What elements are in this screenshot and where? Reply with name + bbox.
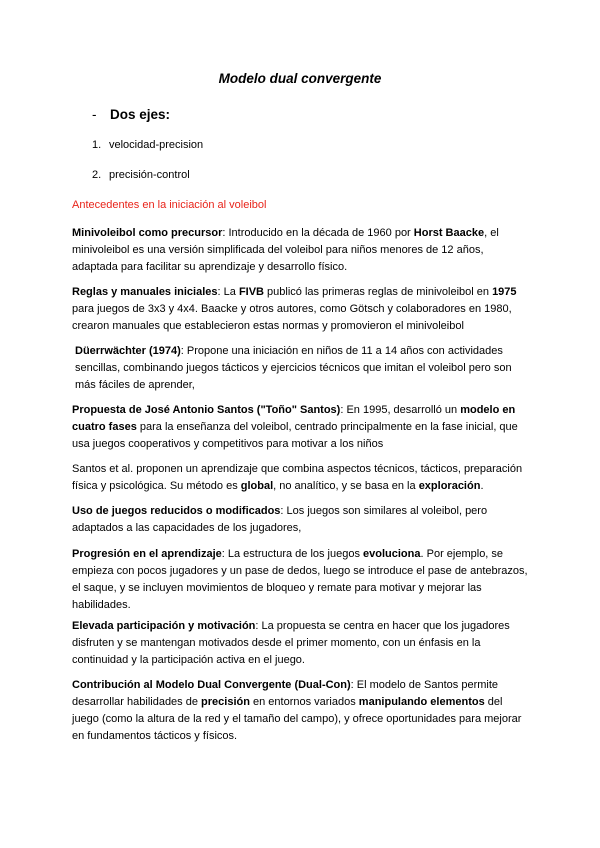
section-heading: Antecedentes en la iniciación al voleibol: [72, 199, 267, 211]
list-item: [92, 139, 203, 151]
list-text: precisión-control: [109, 169, 190, 181]
paragraph-reglas: Reglas y manuales iniciales: La FIVB publicó las primeras reglas de minivoleibol en 1975 para juegos de 3x3 y 4x4. Baacke y otros autores, como Götsch y colaboradores en 1980, crearon manuales que establecieron estas normas y promovieron el minivoleibol: [72, 286, 517, 332]
paragraph-progresion: Progresión en el aprendizaje: La estructura de los juegos evoluciona. Por ejemplo, se empieza con pocos jugadores y un pase de dedos, luego se introduce el pase de antebrazos, el saque, y se incluyen movimientos de bloqueo y remate para motivar y mejorar las habilidades.: [72, 548, 528, 611]
document-title: Modelo dual convergente: [218, 71, 382, 86]
paragraph-contribucion: Contribución al Modelo Dual Convergente (Dual-Con): El modelo de Santos permite desarrollar habilidades de precisión en entornos variados manipulando elementos del juego (como la altura de la red y el tamaño del campo), y ofrece oportunidades para mejorar en fundamentos tácticos y físicos.: [72, 679, 522, 742]
ejes-label: Dos ejes:: [110, 107, 171, 122]
dash-marker: -: [92, 107, 97, 122]
list-text: velocidad-precision: [109, 139, 204, 151]
paragraph-santos-metodo: Santos et al. proponen un aprendizaje que combina aspectos técnicos, tácticos, preparación física y psicológica. Su método es global, no analítico, y se basa en la exploración.: [72, 463, 523, 492]
list-number: 2.: [92, 169, 102, 181]
list-number: 1.: [92, 139, 102, 151]
ejes-heading: [92, 107, 170, 122]
paragraph-minivoleibol: Minivoleibol como precursor: Introducido en la década de 1960 por Horst Baacke, el minivoleibol es una versión simplificada del voleibol para niños menores de 12 años, adaptada para facilitar su aprendizaje y desarrollo físico.: [72, 227, 499, 273]
list-item: [92, 169, 190, 181]
paragraph-duerrwachter: Düerrwächter (1974): Propone una iniciación en niños de 11 a 14 años con actividades sencillas, combinando juegos tácticos y ejercicios técnicos que imitan el voleibol pero son más fáciles de aprender,: [75, 345, 512, 391]
paragraph-participacion: Elevada participación y motivación: La propuesta se centra en hacer que los jugadores disfruten y se mantengan motivados desde el primer momento, con un énfasis en la continuidad y la participación activa en el juego.: [72, 620, 510, 666]
paragraph-propuesta-santos: Propuesta de José Antonio Santos ("Toño" Santos): En 1995, desarrolló un modelo en cuatro fases para la enseñanza del voleibol, centrado principalmente en la fase inicial, que usa juegos cooperativos y competitivos para motivar a los niños: [72, 404, 518, 450]
paragraph-juegos-reducidos: Uso de juegos reducidos o modificados: Los juegos son similares al voleibol, pero adaptados a las capacidades de los jugadores,: [72, 505, 488, 534]
